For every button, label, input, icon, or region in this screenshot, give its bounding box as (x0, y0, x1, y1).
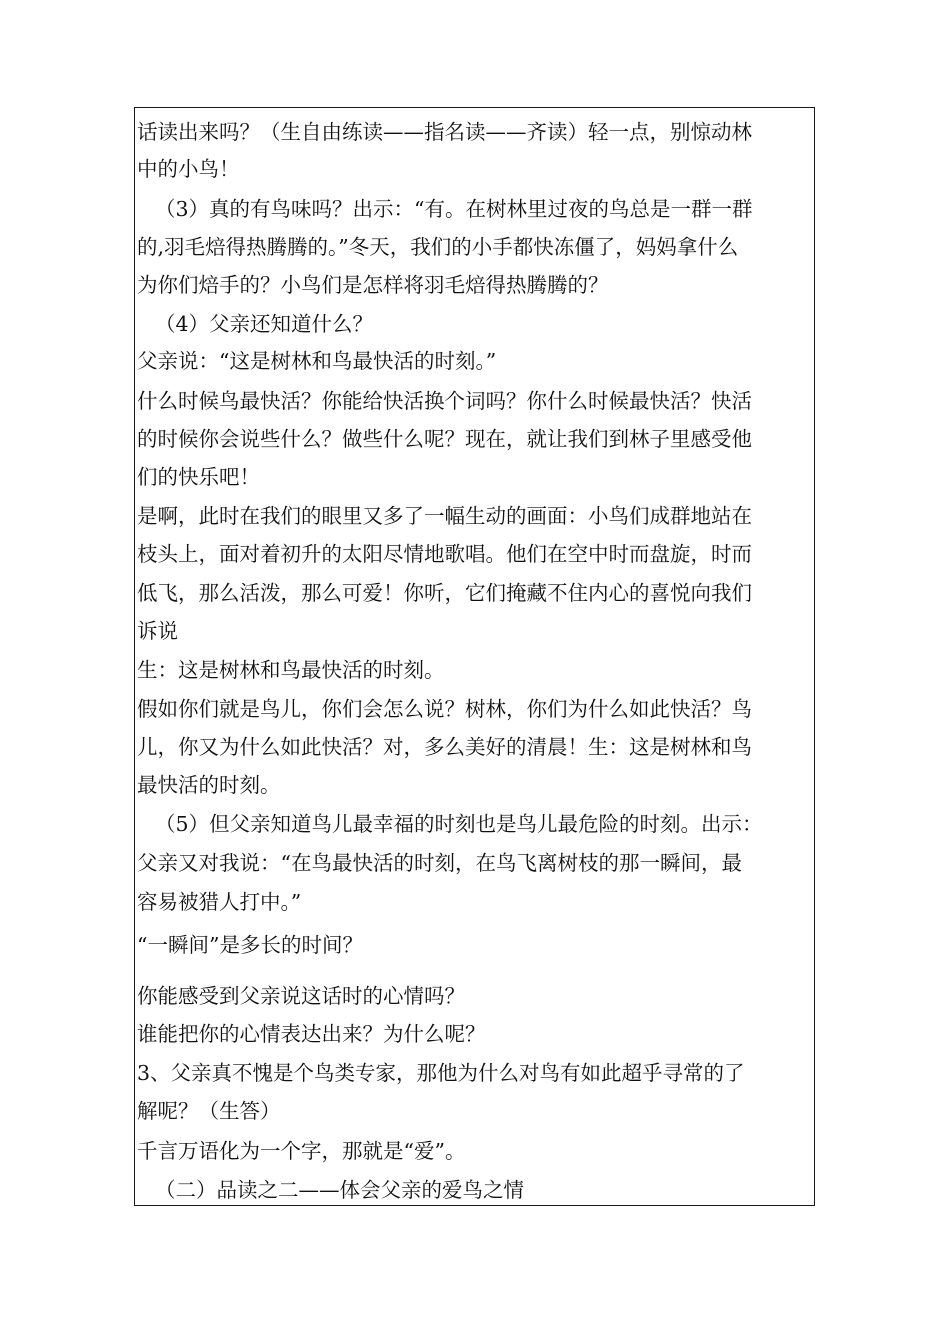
text-line: 3、父亲真不愧是个鸟类专家，那他为什么对鸟有如此超乎寻常的了 (137, 1061, 745, 1085)
text-line: 什么时候鸟最快活？你能给快活换个词吗？你什么时候最快活？快活 (137, 389, 752, 413)
text-line: 中的小鸟！ (137, 157, 240, 181)
text-line: 假如你们就是鸟儿，你们会怎么说？树林，你们为什么如此快活？鸟 (137, 697, 752, 721)
text-line: 的,羽毛焙得热腾腾的。”冬天，我们的小手都快冻僵了，妈妈拿什么 (137, 235, 739, 259)
text-line: 父亲又对我说：“在鸟最快活的时刻，在鸟飞离树枝的那一瞬间，最 (137, 851, 742, 875)
text-line: （3）真的有鸟味吗？出示：“有。在树林里过夜的鸟总是一群一群 (155, 197, 753, 221)
text-line: 儿，你又为什么如此快活？对，多么美好的清晨！生：这是树林和鸟 (137, 735, 752, 759)
text-line: （4）父亲还知道什么？ (155, 312, 374, 336)
text-line: （二）品读之二——体会父亲的爱鸟之情 (155, 1178, 524, 1202)
text-line: 话读出来吗？（生自由练读——指名读——齐读）轻一点，别惊动林 (137, 120, 752, 144)
text-line: 谁能把你的心情表达出来？为什么呢？ (137, 1022, 486, 1046)
text-line: 千言万语化为一个字，那就是“爱”。 (137, 1139, 466, 1163)
text-line: 低飞，那么活泼，那么可爱！你听，它们掩藏不住内心的喜悦向我们 (137, 581, 752, 605)
text-line: 枝头上，面对着初升的太阳尽情地歌唱。他们在空中时而盘旋，时而 (137, 542, 752, 566)
text-line: 父亲说：“这是树林和鸟最快活的时刻。” (137, 349, 497, 373)
text-line: 们的快乐吧！ (137, 465, 260, 489)
text-line: “一瞬间”是多长的时间？ (137, 933, 363, 957)
text-line: （5）但父亲知道鸟儿最幸福的时刻也是鸟儿最危险的时刻。出示： (155, 812, 763, 836)
text-line: 最快活的时刻。 (137, 773, 281, 797)
text-line: 为你们焙手的？小鸟们是怎样将羽毛焙得热腾腾的？ (137, 273, 609, 297)
text-line: 是啊，此时在我们的眼里又多了一幅生动的画面：小鸟们成群地站在 (137, 504, 752, 528)
text-line: 解呢？（生答） (137, 1099, 281, 1123)
text-line: 容易被猎人打中。” (137, 890, 302, 914)
text-line: 的时候你会说些什么？做些什么呢？现在，就让我们到林子里感受他 (137, 427, 752, 451)
text-line: 生：这是树林和鸟最快活的时刻。 (137, 658, 445, 682)
text-line: 你能感受到父亲说这话时的心情吗？ (137, 984, 465, 1008)
text-line: 诉说 (137, 619, 178, 643)
